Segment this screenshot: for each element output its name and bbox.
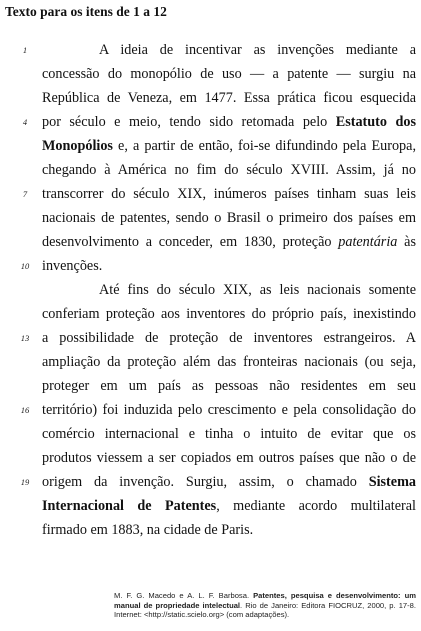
text-run: República de Veneza, em 1477. Essa prática ficou esquecida xyxy=(42,90,416,106)
text-run: produtos viessem a ser copiados em outros países que não o de xyxy=(42,450,416,466)
source-citation xyxy=(114,591,416,620)
text-run: a possibilidade de proteção de inventores estrangeiros. A xyxy=(42,330,416,346)
line-text xyxy=(42,182,416,206)
text-run: proteger em um país as pessoas não residentes em seu xyxy=(42,378,416,394)
line-text xyxy=(42,422,416,446)
line-text xyxy=(42,230,416,254)
citation-publisher: . Rio de Janeiro: Editora FIOCRUZ, 2000, p. 17-8. Internet: <http://static.scielo.org> (com adaptações). xyxy=(114,600,416,620)
text-run: A ideia de incentivar as invenções mediante a xyxy=(99,42,416,58)
text-run: firmado em 1883, na cidade de Paris. xyxy=(42,522,254,538)
line-number: 10 xyxy=(20,261,30,271)
passage-line xyxy=(0,86,421,110)
line-text xyxy=(42,206,416,230)
line-number: 19 xyxy=(20,477,30,487)
line-text xyxy=(42,278,416,302)
passage-line xyxy=(0,326,421,350)
passage-line xyxy=(0,158,421,182)
line-text xyxy=(42,398,416,422)
line-text xyxy=(42,374,416,398)
passage-line xyxy=(0,110,421,134)
text-run: transcorrer do século XIX, inúmeros países tinham suas leis xyxy=(42,186,416,202)
passage-line xyxy=(0,494,421,518)
passage-line xyxy=(0,518,421,542)
text-run: por século e meio, tendo sido retomada pelo xyxy=(42,114,336,130)
line-text xyxy=(42,86,416,110)
text-run: Até fins do século XIX, as leis nacionais somente xyxy=(99,282,416,298)
line-number: 1 xyxy=(22,45,28,55)
text-run: conferiam proteção aos inventores do próprio país, inexistindo xyxy=(42,306,416,322)
line-text xyxy=(42,62,416,86)
passage-line xyxy=(0,398,421,422)
text-run: território) foi induzida pelo crescimento e pela consolidação do xyxy=(42,402,416,418)
passage-line xyxy=(0,470,421,494)
citation-title: Patentes, pesquisa e desenvolvimento: um manual de propriedade intelectual xyxy=(114,591,416,610)
text-run: às xyxy=(397,234,416,250)
text-run: origem da invenção. Surgiu, assim, o chamado xyxy=(42,474,369,490)
passage-line xyxy=(0,422,421,446)
passage-line xyxy=(0,302,421,326)
text-run: desenvolvimento a conceder, em 1830, proteção xyxy=(42,234,339,250)
text-run: invenções. xyxy=(42,258,103,274)
line-text xyxy=(42,470,416,494)
text-run: , mediante acordo multilateral xyxy=(216,498,416,514)
line-text xyxy=(42,302,416,326)
line-text xyxy=(42,38,416,62)
citation-authors: M. F. G. Macedo e A. L. F. Barbosa. xyxy=(114,591,254,600)
line-number: 4 xyxy=(22,117,28,127)
line-text xyxy=(42,254,416,278)
passage-body xyxy=(0,38,421,542)
bold-term: Estatuto dos xyxy=(335,114,416,130)
bold-term: Internacional de Patentes xyxy=(42,498,217,514)
line-text xyxy=(42,446,416,470)
text-run: nacionais de patentes, sendo o Brasil o primeiro dos países em xyxy=(42,210,416,226)
passage-line xyxy=(0,374,421,398)
line-text xyxy=(42,110,416,134)
line-text xyxy=(42,518,416,542)
passage-line xyxy=(0,350,421,374)
passage-line xyxy=(0,134,421,158)
passage-heading: Texto para os itens de 1 a 12 xyxy=(5,4,167,19)
passage-line xyxy=(0,206,421,230)
line-text xyxy=(42,326,416,350)
text-run: comércio internacional e tinha o intuito de evitar que os xyxy=(42,426,416,442)
text-run: e, a partir de então, foi-se difundindo pela Europa, xyxy=(112,138,416,154)
italic-term: patentária xyxy=(338,234,398,250)
text-run: chegando à América no fim do século XVIII. Assim, já no xyxy=(42,162,416,178)
passage-line xyxy=(0,182,421,206)
passage-line xyxy=(0,278,421,302)
passage-line xyxy=(0,446,421,470)
passage-line xyxy=(0,38,421,62)
passage-line xyxy=(0,62,421,86)
line-text xyxy=(42,494,416,518)
line-number: 7 xyxy=(22,189,28,199)
line-text xyxy=(42,350,416,374)
line-text xyxy=(42,134,416,158)
text-run: concessão do monopólio de uso — a patente — surgiu na xyxy=(42,66,416,82)
bold-term: Sistema xyxy=(368,474,416,490)
passage-line xyxy=(0,254,421,278)
line-number: 13 xyxy=(20,333,30,343)
bold-term: Monopólios xyxy=(42,138,113,154)
line-number: 16 xyxy=(20,405,30,415)
line-text xyxy=(42,158,416,182)
passage-line xyxy=(0,230,421,254)
text-run: ampliação da proteção além das fronteiras nacionais (ou seja, xyxy=(42,354,416,370)
